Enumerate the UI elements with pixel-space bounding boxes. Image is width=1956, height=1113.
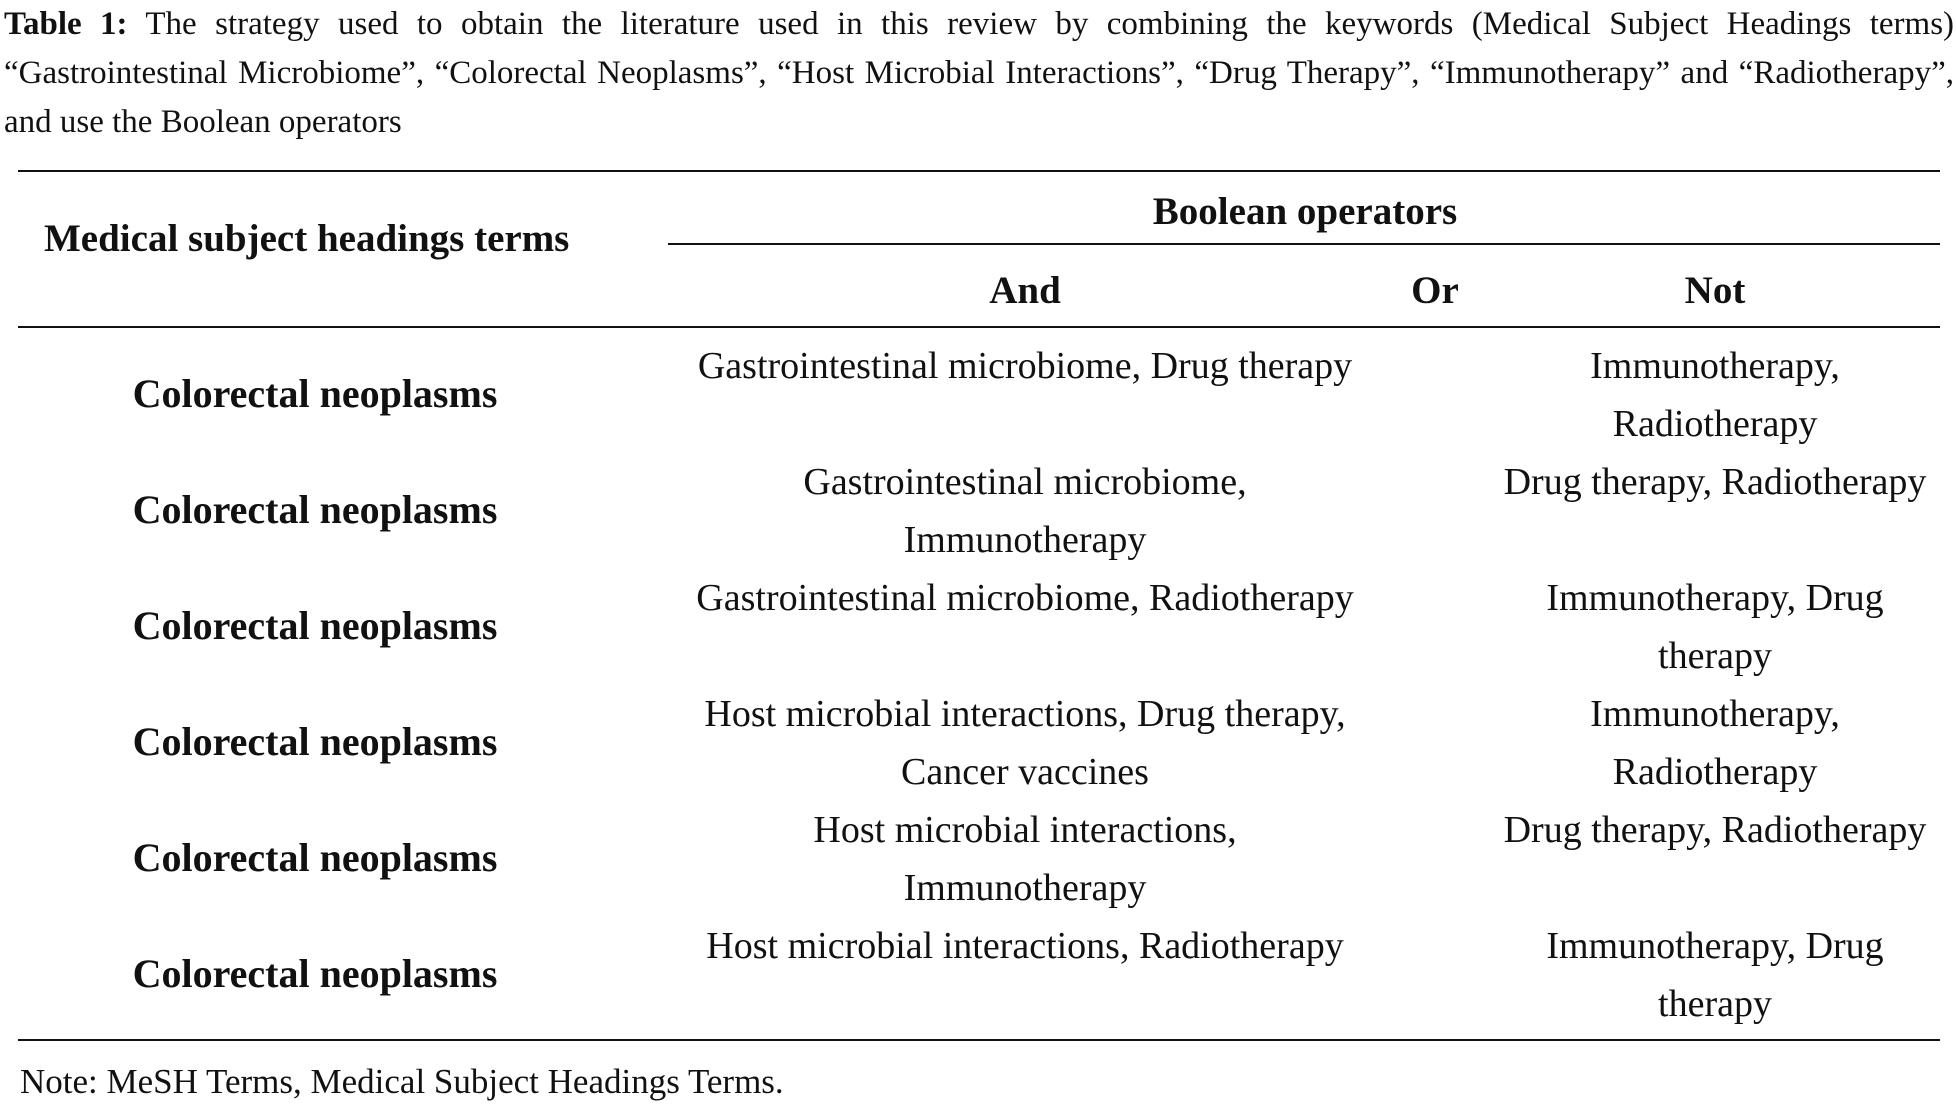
bottom-rule [18,1039,1940,1041]
row-and: Gastrointestinal microbiome, Drug therapy [697,345,1353,387]
row-term: Colorectal neoplasms [132,371,498,416]
row-not: Immunotherapy, Drug therapy [1546,577,1884,677]
caption-label: Table 1: [4,6,128,42]
header-boolean-operators: Boolean operators [1152,190,1458,233]
caption-text: The strategy used to obtain the literature used in this review by combining the keywords (Medical Subject Headings terms) “Gastrointestinal Microbiome”, “Colorectal Neoplasms”, “Host Microbial Interactions”, “Drug Therapy”, “Immunotherapy” and “Radiotherapy”, and use the Boolean operators [4,6,1955,140]
header-and: And [989,269,1061,312]
row-not: Drug therapy, Radiotherapy [1503,461,1927,503]
top-rule [18,170,1940,172]
row-and: Host microbial interactions, Drug therapy, Cancer vaccines [704,693,1346,793]
row-not: Immunotherapy, Radiotherapy [1590,693,1840,793]
row-and: Host microbial interactions, Immunotherapy [813,809,1237,909]
row-not: Immunotherapy, Radiotherapy [1590,345,1840,445]
row-term: Colorectal neoplasms [132,719,498,764]
group-rule [668,243,1940,245]
row-not: Drug therapy, Radiotherapy [1503,809,1927,851]
row-and: Host microbial interactions, Radiotherapy [706,925,1344,967]
table-note: Note: MeSH Terms, Medical Subject Headings Terms. [20,1062,784,1101]
row-term: Colorectal neoplasms [132,951,498,996]
header-bottom-rule [18,326,1940,328]
row-term: Colorectal neoplasms [132,487,498,532]
row-and: Gastrointestinal microbiome, Immunotherapy [803,461,1247,561]
row-term: Colorectal neoplasms [132,603,498,648]
row-not: Immunotherapy, Drug therapy [1546,925,1884,1025]
header-not: Not [1684,269,1746,312]
table-caption [4,0,1954,147]
row-and: Gastrointestinal microbiome, Radiotherapy [696,577,1354,619]
header-terms: Medical subject headings terms [44,217,570,260]
row-term: Colorectal neoplasms [132,835,498,880]
header-or: Or [1411,269,1459,312]
